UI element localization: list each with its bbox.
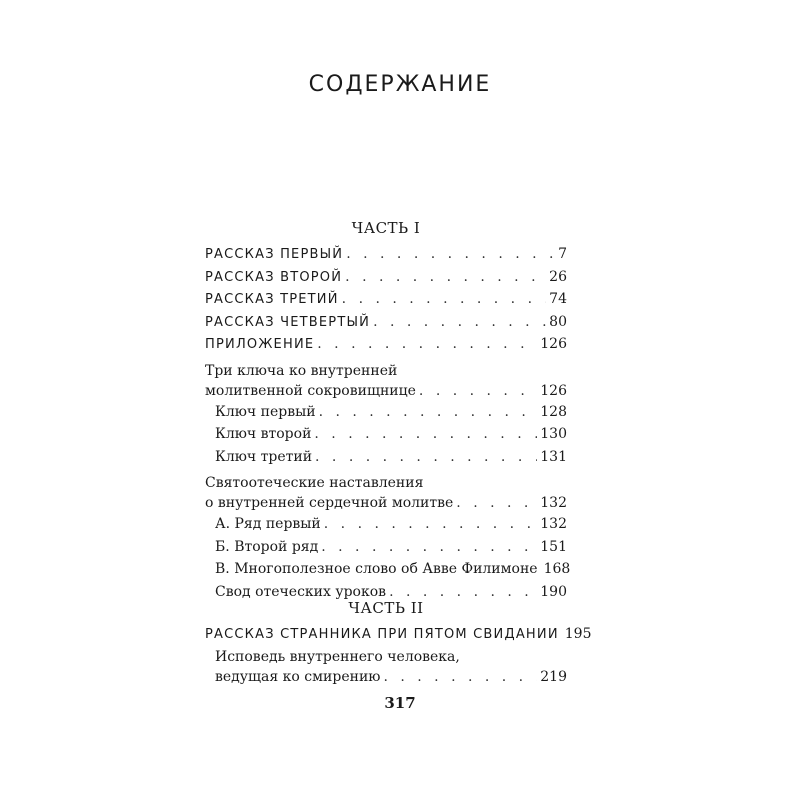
dot-leader [346, 243, 555, 266]
toc-entry-label: В. Многополезное слово об Авве Филимоне [215, 561, 538, 577]
toc-page-number: 128 [540, 403, 567, 420]
toc-entry-label-line-1: Исповедь внутреннего человека, [215, 648, 460, 665]
dot-leader [324, 513, 538, 536]
toc-entry-key-1 [205, 401, 567, 424]
toc-page-number: 219 [540, 668, 567, 685]
toc-entry-key-2 [205, 423, 567, 446]
toc-page-number: 132 [540, 495, 567, 511]
toc-entry-three-keys [205, 362, 567, 401]
toc-entry-row-a [205, 513, 567, 536]
toc-entry-label: Свод отеческих уроков [215, 583, 387, 600]
toc-page-number: 126 [540, 382, 567, 399]
toc-part-1 [205, 243, 571, 603]
dot-leader [419, 381, 537, 401]
part-2-heading: ЧАСТЬ II [348, 599, 424, 617]
toc-entry-story-1 [205, 243, 567, 266]
dot-leader [321, 536, 537, 559]
toc-entry-key-3 [205, 446, 567, 469]
toc-entry-label: РАССКАЗ ВТОРОЙ [205, 269, 343, 285]
toc-page-number: 151 [540, 538, 567, 555]
toc-page-number: 26 [549, 268, 567, 285]
dot-leader [456, 493, 537, 513]
toc-entry-story-2 [205, 266, 567, 289]
toc-entry-label: РАССКАЗ ТРЕТИЙ [205, 292, 339, 307]
toc-page-number: 74 [549, 291, 567, 307]
toc-entry-label-line-2: ведущая ко смирению [215, 668, 381, 685]
toc-entry-confession [205, 648, 567, 687]
toc-entry-label: Ключ третий [215, 448, 313, 465]
toc-entry-pilgrim-story [205, 623, 592, 646]
toc-entry-label: ПРИЛОЖЕНИЕ [205, 337, 315, 352]
toc-entry-label-line-2: молитвенной сокровищнице [205, 382, 416, 399]
toc-entry-label: Ключ второй [215, 426, 312, 442]
toc-entry-patristic-instructions [205, 474, 567, 513]
toc-page-number: 132 [540, 516, 567, 532]
dot-leader [373, 311, 546, 334]
dot-leader [342, 288, 547, 311]
page-title: СОДЕРЖАНИЕ [308, 72, 492, 97]
toc-entry-row-b [205, 536, 567, 559]
toc-page-number: 7 [558, 246, 567, 262]
toc-entry-label: РАССКАЗ ЧЕТВЕРТЫЙ [205, 314, 371, 330]
toc-entry-label: Ключ первый [215, 403, 316, 420]
part-1-heading: ЧАСТЬ I [351, 219, 421, 237]
toc-entry-row-v [205, 558, 571, 581]
toc-part-2 [205, 623, 592, 687]
toc-entry-label: Б. Второй ряд [215, 538, 319, 555]
toc-page-number: 168 [543, 561, 571, 577]
toc-entry-label-line-1: Святоотеческие наставления [205, 475, 424, 491]
toc-entry-label-line-1: Три ключа ко внутренней [205, 362, 398, 379]
toc-entry-story-4 [205, 311, 567, 334]
dot-leader [314, 423, 537, 446]
toc-page-number: 126 [540, 336, 567, 352]
toc-page-number: 130 [540, 426, 567, 442]
toc-page-number: 131 [540, 448, 567, 465]
dot-leader [317, 333, 537, 356]
toc-page-number: 195 [564, 626, 592, 642]
page-number: 317 [384, 694, 416, 712]
toc-entry-label: РАССКАЗ СТРАННИКА ПРИ ПЯТОМ СВИДАНИИ [205, 627, 559, 642]
toc-entry-story-3 [205, 288, 567, 311]
dot-leader [319, 401, 538, 424]
toc-entry-label: РАССКАЗ ПЕРВЫЙ [205, 247, 344, 262]
toc-entry-label: А. Ряд первый [215, 516, 321, 532]
dot-leader [315, 446, 537, 469]
dot-leader [383, 667, 537, 687]
dot-leader [345, 266, 546, 289]
toc-entry-appendix [205, 333, 567, 356]
toc-page-number: 190 [540, 583, 567, 600]
toc-entry-label-line-2: о внутренней сердечной молитве [205, 495, 454, 511]
toc-page-number: 80 [549, 313, 567, 330]
